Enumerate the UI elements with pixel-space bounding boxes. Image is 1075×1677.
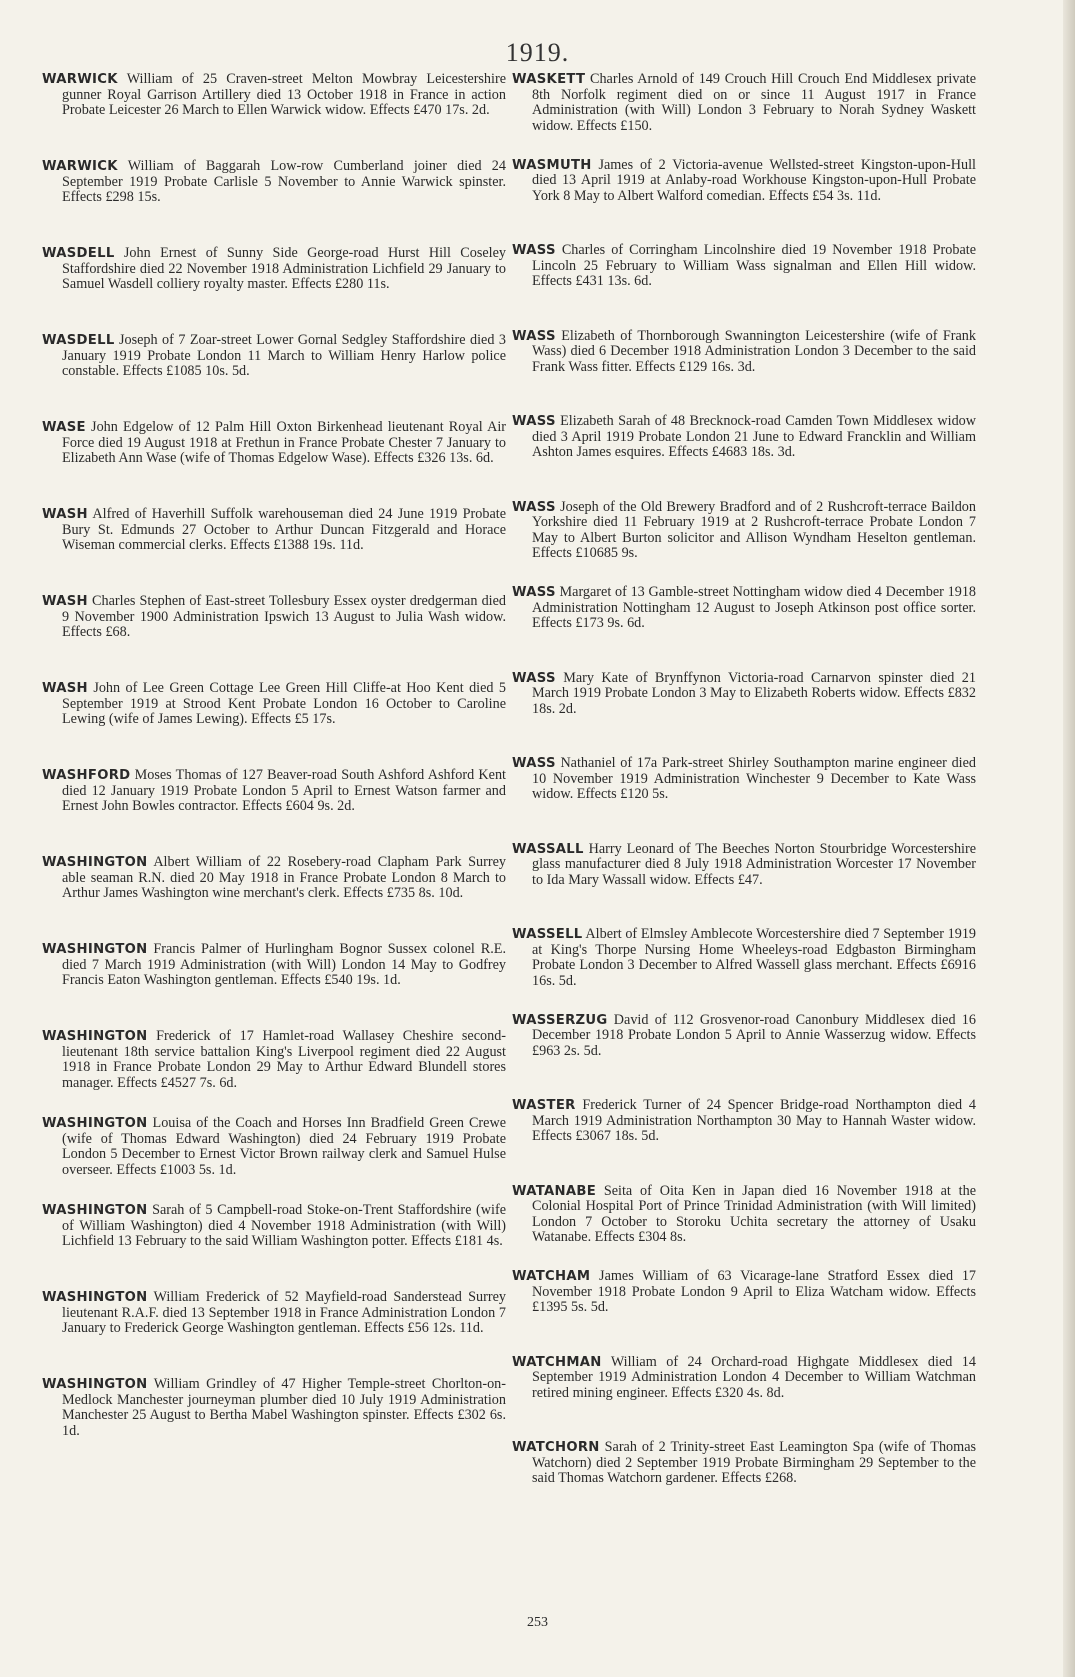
entry-surname: WASHINGTON (42, 942, 148, 957)
probate-entry (512, 243, 976, 329)
entry-surname: WASS (512, 585, 556, 600)
entry-surname: WASKETT (512, 72, 586, 87)
entry-text: Sarah of 5 Campbell-road Stoke-on-Trent Staffordshire (wife of William Washington) died 4 November 1918 Administration (with Will) Lichfield 13 February to the said William Washington potter. Effects £181 4s. (62, 1203, 506, 1250)
probate-entry (42, 1029, 506, 1116)
entry-surname: WATCHMAN (512, 1354, 602, 1370)
entry-surname: WASHINGTON (42, 855, 148, 870)
entry-surname: WASH (42, 681, 88, 696)
entry-text: William Frederick of 52 Mayfield-road Sanderstead Surrey lieutenant R.A.F. died 13 September 1918 in France Administration London 7 January to Frederick George Washington gentleman. Effects £56 12s. 11d. (62, 1290, 506, 1337)
entry-text: Elizabeth Sarah of 48 Brecknock-road Camden Town Middlesex widow died 3 April 1919 Probate London 21 June to Edward Francklin and William Ashton James esquires. Effects £4683 18s. 3d. (532, 414, 976, 461)
entry-surname: WASS (512, 670, 556, 686)
probate-entry (42, 768, 506, 855)
entry-surname: WASSALL (512, 841, 584, 857)
entry-text: Harry Leonard of The Beeches Norton Stourbridge Worcestershire glass manufacturer died 8 July 1918 Administration Worcester 17 November to Ida Mary Wassall widow. Effects £47. (532, 841, 976, 888)
entry-surname: WASS (512, 414, 556, 429)
entry-text: William Grindley of 47 Higher Temple-street Chorlton-on-Medlock Manchester journeyman plumber died 10 July 1919 Administration Manchester 25 August to Bertha Mabel Washington spinster. Effects £302 6s. 1d. (62, 1377, 506, 1439)
probate-entry (42, 1290, 506, 1377)
entry-surname: WASHINGTON (42, 1377, 148, 1392)
probate-entry (42, 1203, 506, 1290)
probate-entry (512, 329, 976, 415)
entry-surname: WASSERZUG (512, 1012, 608, 1028)
probate-entry (512, 414, 976, 500)
entry-text: Joseph of the Old Brewery Bradford and of 2 Rushcroft-terrace Baildon Yorkshire died 11 February 1919 at 2 Rushcroft-terrace Probate London 7 May to Albert Burton solicitor and Allison Wyndham Heselton gentleman. Effects £10685 9s. (532, 499, 976, 562)
entry-text: Frederick of 17 Hamlet-road Wallasey Cheshire second-lieutenant 18th service battalion King's Liverpool regiment died 22 August 1918 in France Probate London 29 May to Arthur Edward Blundell stores manager. Effects £4527 7s. 6d. (62, 1029, 506, 1091)
entry-surname: WARWICK (42, 159, 118, 174)
entry-text: Albert William of 22 Rosebery-road Clapham Park Surrey able seaman R.N. died 20 May 1918 in France Probate London 8 March to Arthur James Washington wine merchant's clerk. Effects £735 8s. 10d. (62, 855, 506, 902)
probate-entry (42, 72, 506, 159)
probate-entry (512, 158, 976, 244)
probate-entry (42, 159, 506, 246)
entry-text: Albert of Elmsley Amblecote Worcestershire died 7 September 1919 at King's Thorpe Nursing Home Wheeleys-road Edgbaston Birmingham Probate London 3 December to Alfred Wassell glass merchant. Effects £6916 16s. 5d. (532, 927, 976, 989)
entry-text: William of 25 Craven-street Melton Mowbray Leicestershire gunner Royal Garrison Artillery died 13 October 1918 in France in action Probate Leicester 26 March to Ellen Warwick widow. Effects £470 17s. 2d. (62, 72, 506, 119)
probate-entry (512, 1440, 976, 1526)
entry-text: Louisa of the Coach and Horses Inn Bradfield Green Crewe (wife of Thomas Edward Washington) died 24 February 1919 Probate London 5 December to Ernest Victor Brown railway clerk and Samuel Hulse overseer. Effects £1003 5s. 1d. (62, 1116, 506, 1178)
probate-entry (512, 1355, 976, 1441)
probate-entry (42, 420, 506, 507)
probate-entry (512, 756, 976, 842)
probate-entry (512, 1098, 976, 1184)
entry-surname: WASH (42, 594, 88, 609)
entry-surname: WASHINGTON (42, 1203, 148, 1218)
entry-text: Frederick Turner of 24 Spencer Bridge-road Northampton died 4 March 1919 Administration Northampton 30 May to Hannah Waster widow. Effects £3067 18s. 5d. (532, 1098, 976, 1145)
probate-entry (42, 681, 506, 768)
right-column (512, 72, 976, 1526)
entry-text: Joseph of 7 Zoar-street Lower Gornal Sedgley Staffordshire died 3 January 1919 Probate London 11 March to William Henry Harlow police constable. Effects £1085 10s. 5d. (62, 333, 506, 380)
probate-entry (42, 1116, 506, 1203)
probate-entry (512, 927, 976, 1013)
entry-text: John of Lee Green Cottage Lee Green Hill Cliffe-at Hoo Kent died 5 September 1919 at Strood Kent Probate London 16 October to Caroline Lewing (wife of James Lewing). Effects £5 17s. (62, 681, 506, 728)
entry-text: Charles of Corringham Lincolnshire died 19 November 1918 Probate Lincoln 25 February to William Wass signalman and Ellen Hill widow. Effects £431 13s. 6d. (532, 243, 976, 290)
entry-text: Charles Stephen of East-street Tollesbury Essex oyster dredgerman died 9 November 1900 Administration Ipswich 13 August to Julia Wash widow. Effects £68. (62, 594, 506, 641)
probate-entry (512, 72, 976, 158)
page-year-heading: 1919. (505, 38, 570, 67)
probate-entry (42, 855, 506, 942)
left-column (42, 72, 506, 1464)
probate-entry (42, 507, 506, 594)
entry-text: John Ernest of Sunny Side George-road Hurst Hill Coseley Staffordshire died 22 November 1918 Administration Lichfield 29 January to Samuel Wasdell colliery royalty master. Effects £280 11s. (62, 246, 506, 293)
entry-surname: WASDELL (42, 246, 115, 261)
probate-entry (512, 671, 976, 757)
entry-text: James William of 63 Vicarage-lane Stratford Essex died 17 November 1918 Probate London 9 April to Eliza Watcham widow. Effects £1395 5s. 5d. (532, 1269, 976, 1316)
entry-text: Seita of Oita Ken in Japan died 16 November 1918 at the Colonial Hospital Port of Prince Trinidad Administration (with Will limited) London 7 October to Storoku Uchita secretary the attorney of Usaku Watanabe. Effects £304 8s. (532, 1183, 976, 1246)
probate-entry (512, 585, 976, 671)
entry-surname: WASS (512, 499, 556, 515)
entry-surname: WASDELL (42, 333, 115, 348)
entry-text: Sarah of 2 Trinity-street East Leamington Spa (wife of Thomas Watchorn) died 2 September 1919 Probate Birmingham 29 September to the said Thomas Watchorn gardener. Effects £268. (532, 1440, 976, 1487)
entry-surname: WATANABE (512, 1183, 597, 1199)
entry-text: Moses Thomas of 127 Beaver-road South Ashford Ashford Kent died 12 January 1919 Probate London 5 April to Ernest Watson farmer and Ernest John Bowles contractor. Effects £604 9s. 2d. (62, 768, 506, 815)
probate-entry (42, 942, 506, 1029)
entry-text: James of 2 Victoria-avenue Wellsted-street Kingston-upon-Hull died 13 April 1919 at Anlaby-road Workhouse Kingston-upon-Hull Probate York 8 May to Albert Walford comedian. Effects £54 3s. 11d. (532, 157, 976, 204)
entry-text: Nathaniel of 17a Park-street Shirley Southampton marine engineer died 10 November 1919 Administration Winchester 9 December to Kate Wass widow. Effects £120 5s. (532, 756, 976, 803)
entry-surname: WASS (512, 756, 556, 771)
entry-surname: WASMUTH (512, 157, 592, 173)
entry-text: Mary Kate of Brynffynon Victoria-road Carnarvon spinster died 21 March 1919 Probate London 3 May to Elizabeth Roberts widow. Effects £832 18s. 2d. (532, 670, 976, 717)
entry-text: John Edgelow of 12 Palm Hill Oxton Birkenhead lieutenant Royal Air Force died 19 August 1918 at Frethun in France Probate Chester 7 January to Elizabeth Ann Wase (wife of Thomas Edgelow Wase). Effects £326 13s. 6d. (62, 420, 506, 467)
probate-entry (42, 246, 506, 333)
page-number: 253 (527, 1615, 548, 1630)
entry-surname: WATCHAM (512, 1269, 591, 1284)
entry-surname: WASH (42, 507, 88, 522)
entry-surname: WASHINGTON (42, 1290, 148, 1305)
entry-text: Margaret of 13 Gamble-street Nottingham widow died 4 December 1918 Administration Nottingham 12 August to Joseph Atkinson post office sorter. Effects £173 9s. 6d. (532, 585, 976, 632)
entry-text: Francis Palmer of Hurlingham Bognor Sussex colonel R.E. died 7 March 1919 Administration (with Will) London 14 May to Godfrey Francis Eaton Washington gentleman. Effects £540 19s. 1d. (62, 942, 506, 989)
entry-surname: WASSELL (512, 927, 583, 942)
entry-surname: WASHFORD (42, 768, 131, 783)
probate-entry (512, 842, 976, 928)
entry-text: William of 24 Orchard-road Highgate Middlesex died 14 September 1919 Administration London 4 December to William Watchman retired mining engineer. Effects £320 4s. 8d. (532, 1354, 976, 1401)
entry-text: Elizabeth of Thornborough Swannington Leicestershire (wife of Frank Wass) died 6 December 1918 Administration London 3 December to the said Frank Wass fitter. Effects £129 16s. 3d. (532, 328, 976, 375)
probate-entry (512, 500, 976, 586)
probate-entry (42, 333, 506, 420)
entry-text: Alfred of Haverhill Suffolk warehouseman died 24 June 1919 Probate Bury St. Edmunds 27 October to Arthur Duncan Fitzgerald and Horace Wiseman commercial clerks. Effects £1388 19s. 11d. (62, 507, 506, 554)
probate-entry (512, 1184, 976, 1270)
entry-surname: WASS (512, 328, 556, 344)
entry-surname: WATCHORN (512, 1440, 600, 1455)
entry-surname: WASHINGTON (42, 1116, 148, 1131)
page-edge-shadow (1063, 0, 1075, 1677)
entry-surname: WASS (512, 243, 556, 258)
probate-entry (512, 1269, 976, 1355)
entry-surname: WASE (42, 420, 86, 435)
entry-text: David of 112 Grosvenor-road Canonbury Middlesex died 16 December 1918 Probate London 5 April to Annie Wasserzug widow. Effects £963 2s. 5d. (532, 1012, 976, 1059)
probate-entry (42, 594, 506, 681)
entry-text: William of Baggarah Low-row Cumberland joiner died 24 September 1919 Probate Carlisle 5 November to Annie Warwick spinster. Effects £298 15s. (62, 159, 506, 206)
entry-text: Charles Arnold of 149 Crouch Hill Crouch End Middlesex private 8th Norfolk regiment died on or since 11 August 1917 in France Administration (with Will) London 3 February to Norah Sydney Waskett widow. Effects £150. (532, 72, 976, 134)
probate-entry (42, 1377, 506, 1464)
probate-entry (512, 1013, 976, 1099)
entry-surname: WASTER (512, 1098, 576, 1113)
entry-surname: WASHINGTON (42, 1029, 148, 1044)
entry-surname: WARWICK (42, 72, 118, 87)
